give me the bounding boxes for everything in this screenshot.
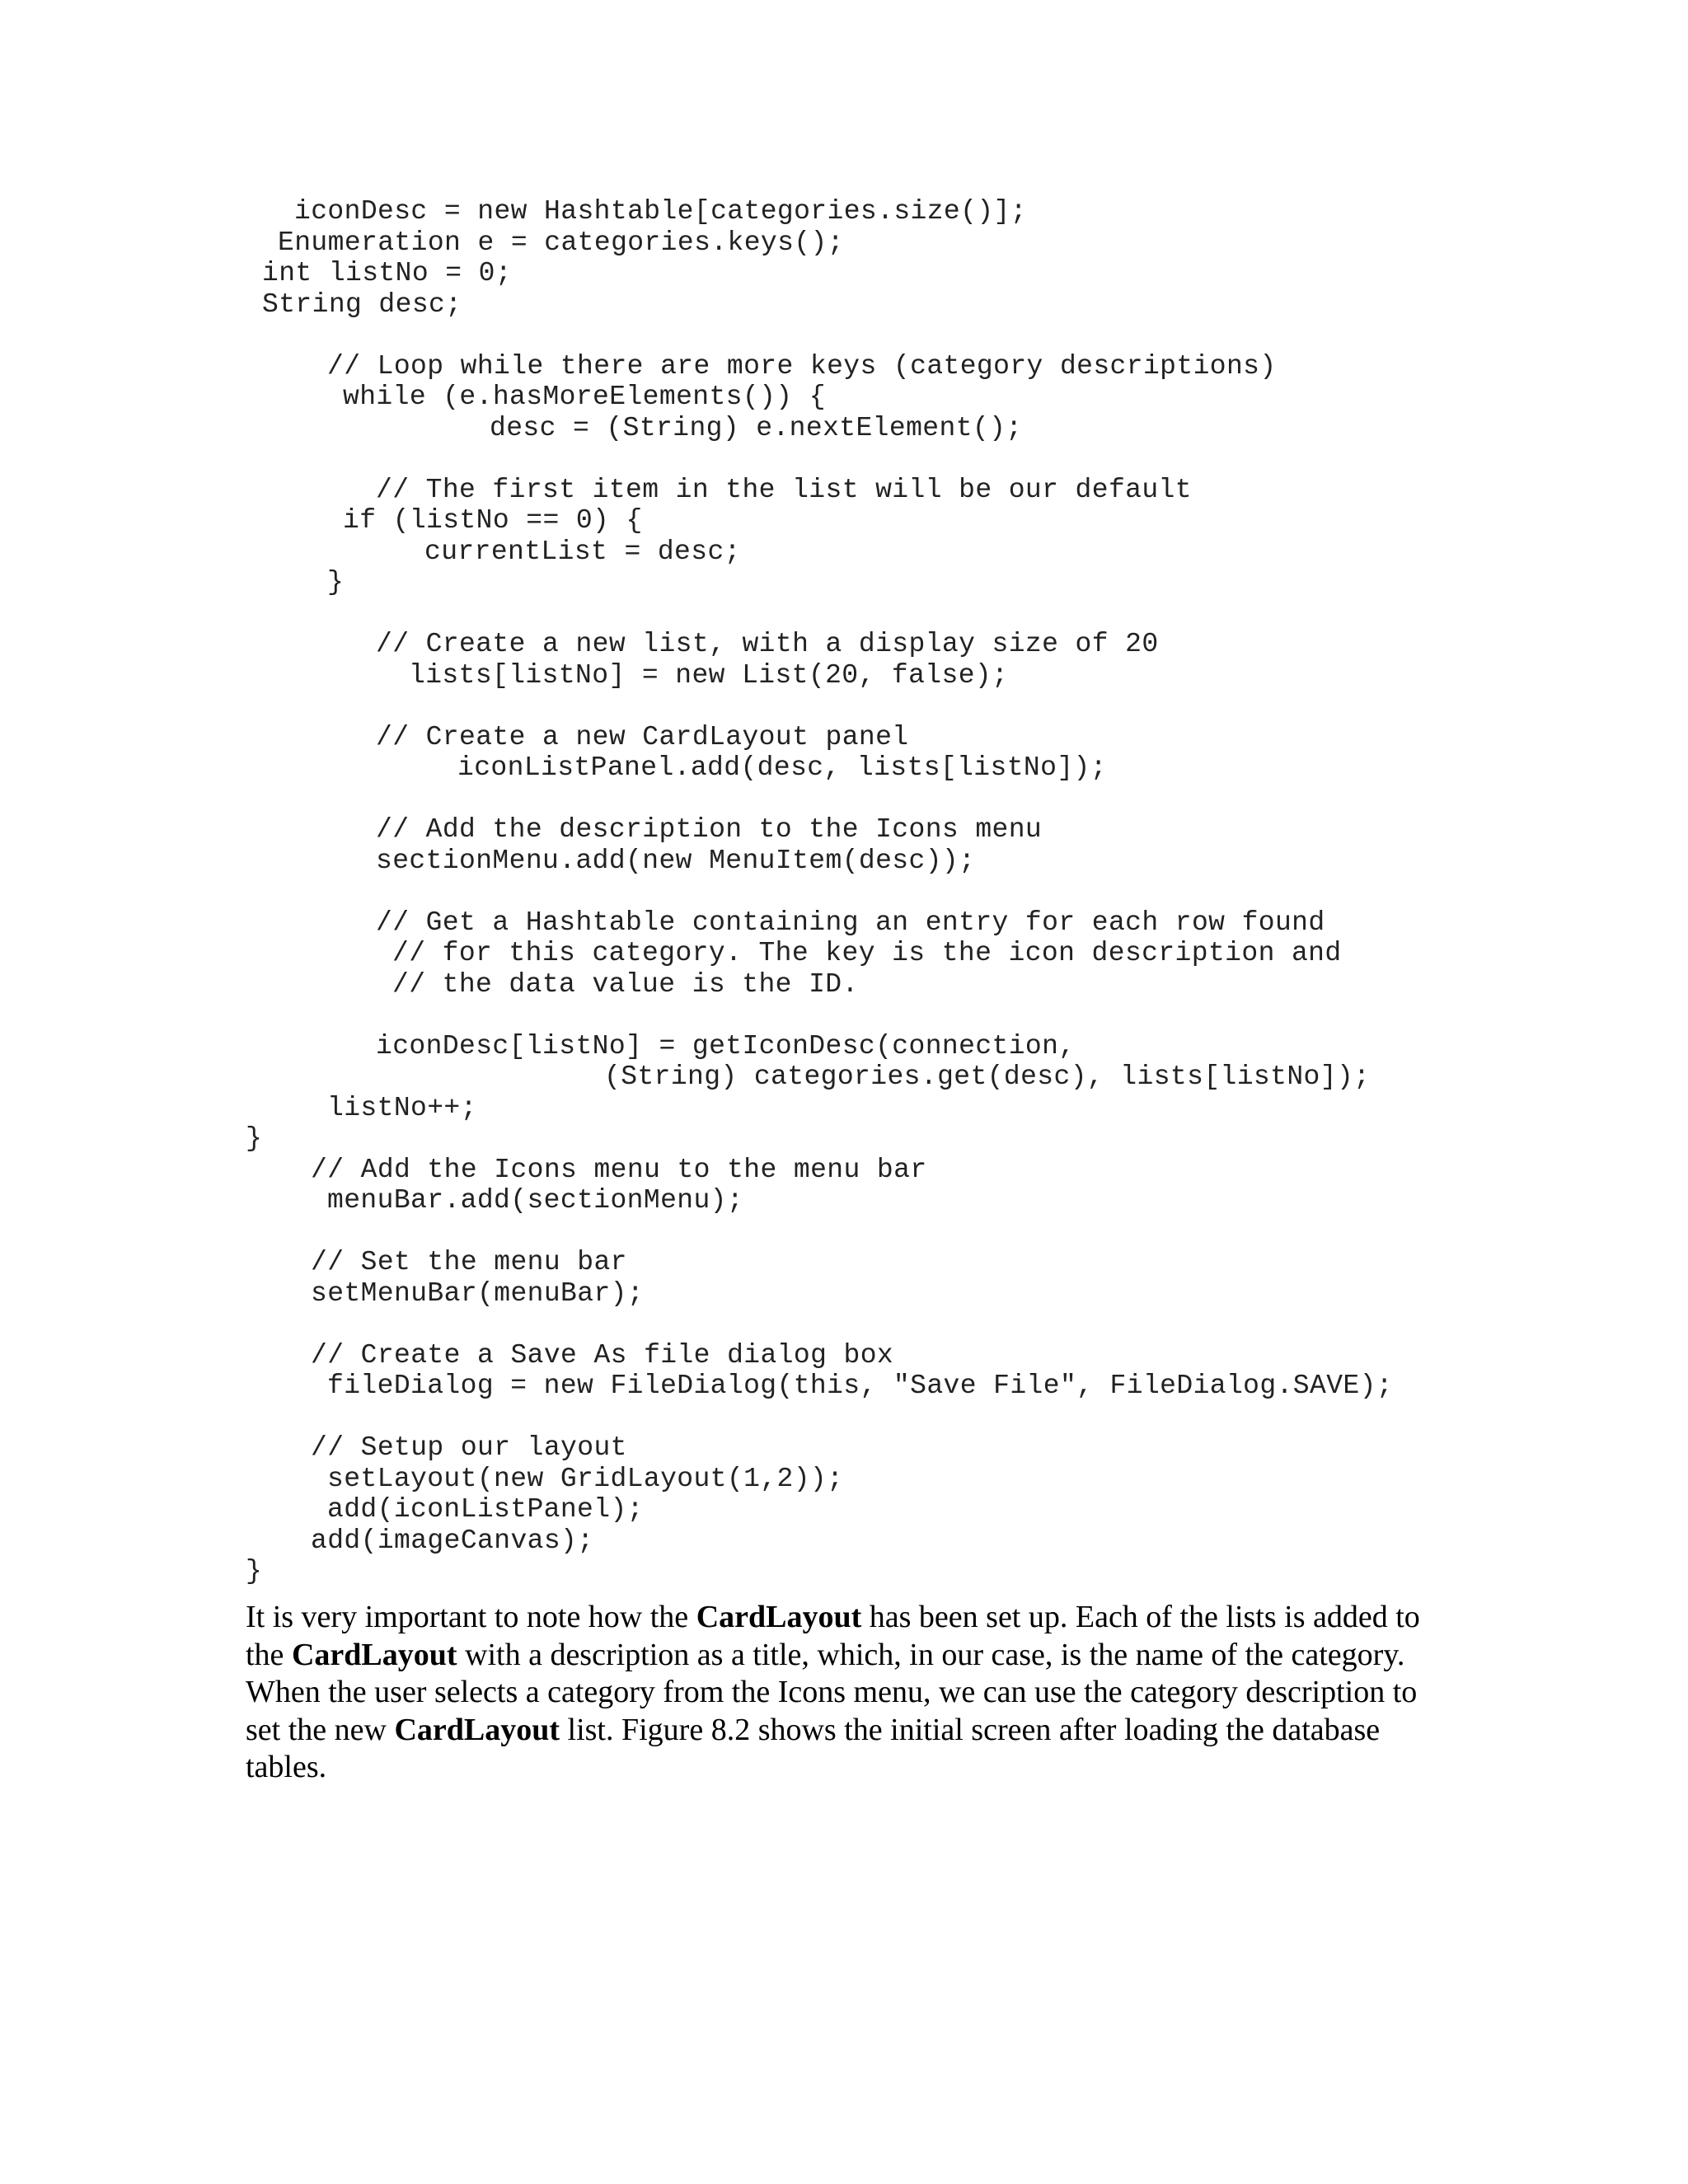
code-line: setLayout(new GridLayout(1,2)); [327, 1464, 844, 1494]
code-comment: // Create a new list, with a display size of 20 [376, 629, 1159, 659]
code-line: menuBar.add(sectionMenu); [327, 1185, 744, 1216]
code-line: setMenuBar(menuBar); [311, 1278, 645, 1309]
code-line: (String) categories.get(desc), lists[listNo]); [604, 1062, 1371, 1092]
code-comment: // Create a new CardLayout panel [376, 722, 909, 752]
code-line: } [246, 1123, 263, 1154]
code-comment: // Create a Save As file dialog box [311, 1340, 894, 1371]
code-line: while (e.hasMoreElements()) { [343, 382, 826, 412]
code-line: iconDesc[listNo] = getIconDesc(connection, [376, 1031, 1076, 1062]
code-line: } [327, 567, 345, 598]
code-line: int listNo = 0; [262, 258, 513, 288]
code-comment: // Get a Hashtable containing an entry for each row found [376, 907, 1325, 938]
code-line: iconListPanel.add(desc, lists[listNo]); [457, 752, 1107, 783]
code-line: lists[listNo] = new List(20, false); [409, 660, 1009, 691]
paragraph-text: with a description as a title, which, in our case, is the name of the category. When the user selects a category from the Icons menu, we can use the category description to set the new [246, 1637, 1418, 1747]
code-comment: // Add the description to the Icons menu [376, 814, 1043, 845]
code-line: String desc; [262, 289, 462, 320]
paragraph-text: list. Figure 8.2 shows the initial screen after loading the database tables. [246, 1712, 1381, 1784]
code-line: fileDialog = new FileDialog(this, "Save File", FileDialog.SAVE); [327, 1371, 1394, 1401]
code-line: iconDesc = new Hashtable[categories.size()]; [294, 196, 1027, 227]
code-line: desc = (String) e.nextElement(); [490, 413, 1023, 443]
code-comment: // Add the Icons menu to the menu bar [311, 1155, 927, 1185]
code-line: Enumeration e = categories.keys(); [278, 227, 844, 258]
code-comment: // Set the menu bar [311, 1247, 627, 1277]
code-line: sectionMenu.add(new MenuItem(desc)); [376, 846, 976, 876]
code-line: currentList = desc; [424, 537, 741, 567]
code-line: } [246, 1556, 263, 1586]
code-comment: // Loop while there are more keys (category descriptions) [327, 351, 1277, 382]
bold-term: CardLayout [291, 1637, 457, 1672]
code-comment: // The first item in the list will be our default [376, 475, 1192, 505]
paragraph-text: has been set up. Each of the lists is added to the [246, 1600, 1420, 1672]
paragraph-text: It is very important to note how the [246, 1600, 696, 1634]
code-comment: // the data value is the ID. [392, 969, 859, 1000]
code-comment: // for this category. The key is the icon description and [392, 938, 1342, 968]
code-comment: // Setup our layout [311, 1432, 627, 1463]
bold-term: CardLayout [696, 1600, 862, 1634]
code-line: if (listNo == 0) { [343, 505, 643, 536]
body-paragraph [246, 1599, 1424, 1787]
code-line: add(imageCanvas); [311, 1526, 594, 1556]
bold-term: CardLayout [394, 1712, 560, 1747]
code-line: listNo++; [327, 1093, 477, 1123]
code-line: add(iconListPanel); [327, 1494, 644, 1525]
